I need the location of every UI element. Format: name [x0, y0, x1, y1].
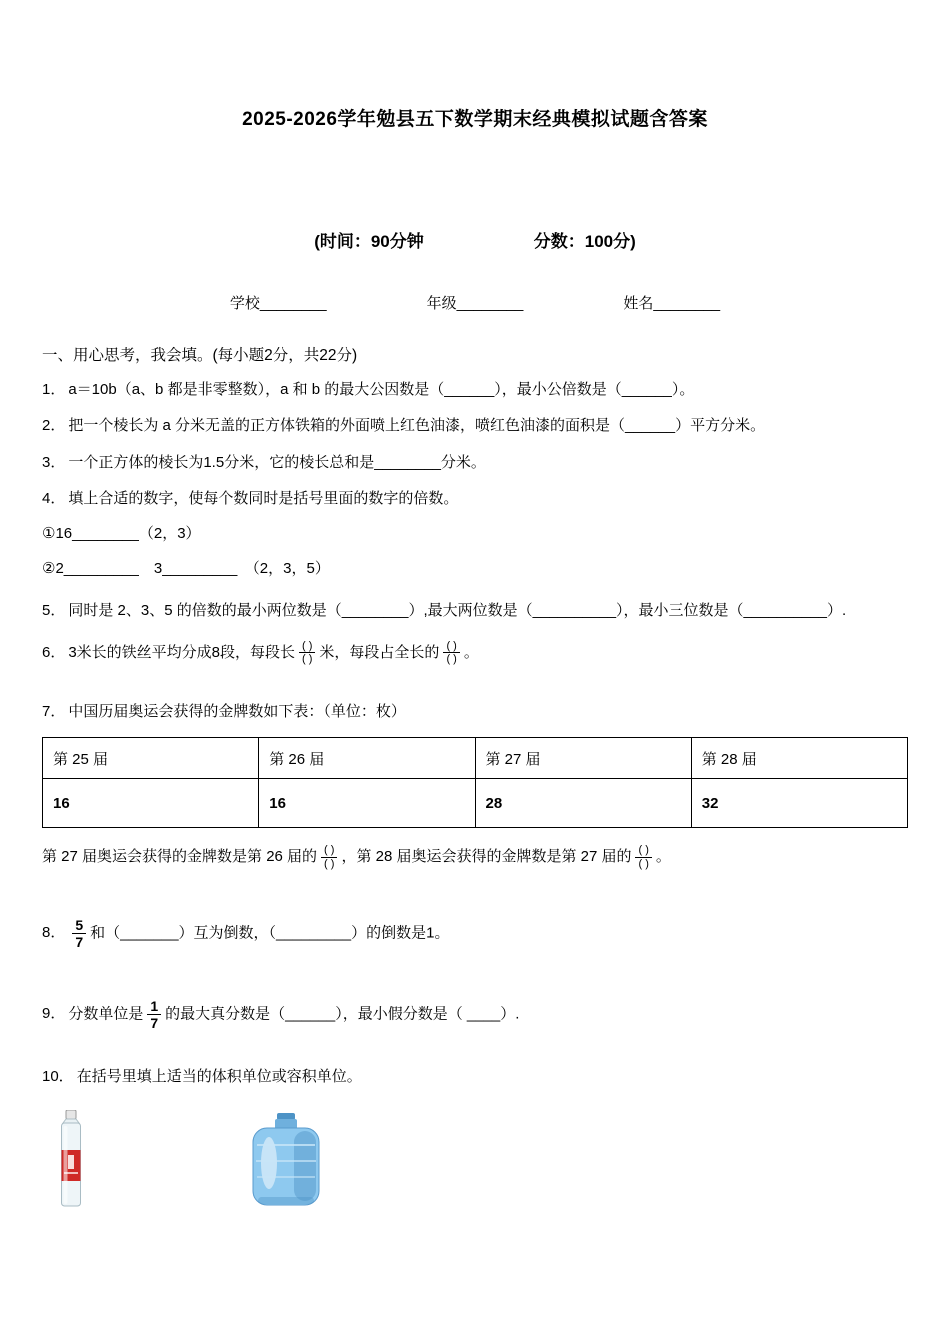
question-8: [42, 917, 908, 950]
question-9-text-pre: 分数单位是: [68, 1005, 144, 1023]
blank-fraction-2: [443, 640, 459, 666]
blank-fraction-2-denominator: ( ): [446, 653, 457, 666]
table-header-cell: 第 25 届: [43, 738, 259, 779]
table-header-cell: 第 27 届: [475, 738, 691, 779]
question-7-followup: [42, 844, 908, 870]
school-field: 学校________: [229, 295, 327, 312]
question-6-text-mid: 米，每段占全长的: [319, 643, 440, 661]
question-2-text: 把一个棱长为 a 分米无盖的正方体铁箱的外面喷上红色油漆，喷红色油漆的面积是（______）平方分米。: [68, 417, 766, 435]
question-7-followup-part1: 第 27 届奥运会获得的金牌数是第 26 届的: [42, 848, 318, 866]
jug-base: [258, 1197, 314, 1204]
blank-fraction-4-numerator: ( ): [635, 844, 651, 858]
question-10: [42, 1065, 908, 1088]
table-cell: 16: [259, 779, 475, 828]
section-heading: 一、用心思考，我会填。(每小题2分，共22分): [42, 347, 358, 364]
fraction-1-7: [147, 998, 161, 1031]
images-row: [42, 1110, 908, 1208]
question-2: [42, 414, 908, 437]
medal-table-header-row: [43, 738, 908, 779]
question-5-text: 同时是 2、3、5 的倍数的最小两位数是（________）,最大两位数是（__________），最小三位数是（__________）.: [68, 601, 847, 619]
question-4: [42, 487, 908, 510]
blank-fraction-3: [321, 844, 337, 870]
fraction-5-7: [72, 917, 86, 950]
table-cell: 28: [475, 779, 691, 828]
bottle-cap: [66, 1110, 76, 1119]
table-cell: 32: [691, 779, 907, 828]
name-field: 姓名________: [623, 295, 721, 312]
question-6-text-pre: 3米长的铁丝平均分成8段，每段长: [68, 643, 296, 661]
question-7-followup-part3: 。: [655, 848, 671, 866]
question-9: [42, 998, 908, 1031]
blank-fraction-3-numerator: ( ): [321, 844, 337, 858]
fraction-1-7-denominator: 7: [150, 1014, 159, 1031]
fraction-5-7-numerator: 5: [72, 917, 86, 934]
question-9-text-post: 的最大真分数是（______），最小假分数是（ ____）.: [165, 1005, 520, 1023]
fraction-1-7-numerator: 1: [147, 998, 161, 1015]
time-label: (时间：90分钟: [314, 232, 424, 251]
question-1-text: a＝10b（a、b 都是非零整数），a 和 b 的最大公因数是（______），最小公倍数是（______）。: [68, 381, 695, 398]
question-4-sub1: ①16________（2，3）: [42, 525, 201, 542]
medal-table-value-row: [43, 779, 908, 828]
question-1-number: 1．: [42, 381, 66, 398]
water-bottle-image: [55, 1110, 87, 1208]
grade-field: 年级________: [426, 295, 524, 312]
question-3-text: 一个正方体的棱长为1.5分米，它的棱长总和是________分米。: [68, 453, 486, 471]
question-4-sub2: ②2_________ 3_________ （2，3，5）: [42, 560, 330, 578]
question-8-number: 8．: [42, 924, 66, 942]
blank-fraction-4-denominator: ( ): [638, 857, 649, 870]
blank-fraction-4: [635, 844, 651, 870]
jug-cap: [277, 1113, 295, 1120]
question-7: [42, 700, 908, 723]
blank-fraction-2-numerator: ( ): [443, 640, 459, 654]
question-8-text: 和（_______）互为倒数，（_________）的倒数是1。: [90, 924, 450, 942]
score-label: 分数：100分): [533, 232, 636, 251]
bottle-shoulder: [63, 1119, 79, 1123]
question-3: [42, 451, 908, 474]
question-7-text: 中国历届奥运会获得的金牌数如下表：（单位：枚）: [68, 703, 406, 721]
table-header-cell: 第 26 届: [259, 738, 475, 779]
question-4-text: 填上合适的数字，使每个数同时是括号里面的数字的倍数。: [68, 489, 459, 507]
meta-row: [42, 227, 908, 252]
table-cell: 16: [43, 779, 259, 828]
question-1: [42, 378, 908, 401]
medal-table: [42, 737, 908, 828]
info-row: [42, 292, 908, 313]
fraction-5-7-denominator: 7: [75, 933, 84, 950]
question-6: [42, 640, 908, 666]
question-5-number: 5．: [42, 601, 66, 619]
blank-fraction-1: [299, 640, 315, 666]
question-10-text: 在括号里填上适当的体积单位或容积单位。: [76, 1067, 362, 1085]
question-9-number: 9．: [42, 1005, 66, 1023]
question-7-followup-part2: ，第 28 届奥运会获得的金牌数是第 27 届的: [341, 848, 632, 866]
question-5: [42, 599, 908, 622]
question-2-number: 2．: [42, 417, 66, 435]
page-title: 2025-2026学年勉县五下数学期末经典模拟试题含答案: [242, 109, 708, 130]
table-header-cell: 第 28 届: [691, 738, 907, 779]
question-3-number: 3．: [42, 453, 66, 471]
question-7-number: 7．: [42, 703, 66, 721]
question-10-number: 10．: [42, 1067, 74, 1085]
question-4-number: 4．: [42, 489, 66, 507]
water-jug-image: [250, 1113, 322, 1208]
bottle-highlight: [64, 1126, 68, 1204]
blank-fraction-3-denominator: ( ): [324, 857, 335, 870]
jug-shade: [294, 1131, 316, 1201]
question-6-text-end: 。: [463, 643, 479, 661]
bottle-label-text-mark: [68, 1155, 74, 1169]
question-6-number: 6．: [42, 643, 66, 661]
blank-fraction-1-denominator: ( ): [302, 653, 313, 666]
blank-fraction-1-numerator: ( ): [299, 640, 315, 654]
